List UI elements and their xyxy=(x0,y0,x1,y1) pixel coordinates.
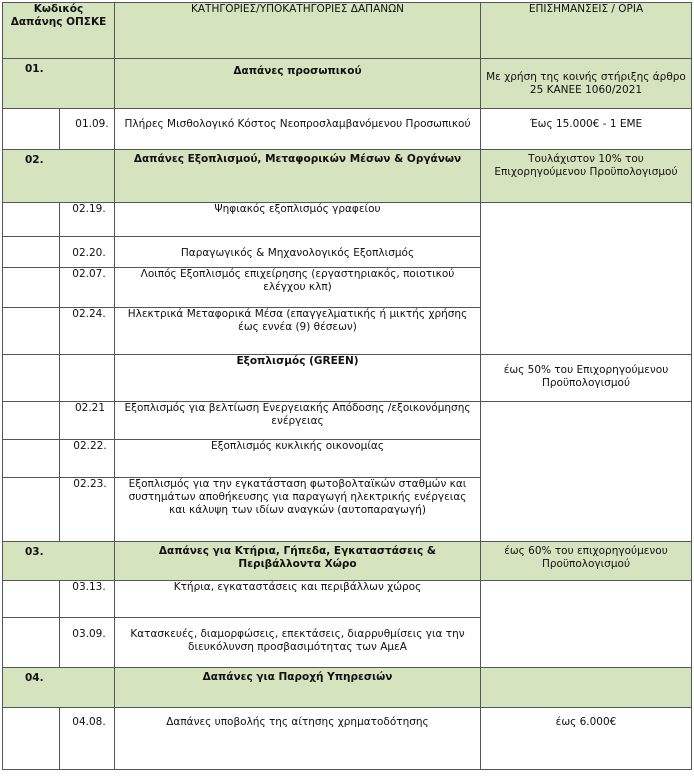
header-code: Κωδικός Δαπάνης ΟΠΣΚΕ xyxy=(3,3,115,59)
subcategory-description: Παραγωγικός & Μηχανολογικός Εξοπλισμός xyxy=(115,237,481,268)
category-note xyxy=(481,668,692,708)
category-row-04 xyxy=(3,668,692,708)
subcategory-code: 02.24. xyxy=(60,308,115,355)
category-note: Τουλάχιστον 10% του Επιχορηγούμενου Προϋπολογισμού xyxy=(481,150,692,203)
subcategory-description: Εξοπλισμός για βελτίωση Ενεργειακής Απόδοσης /εξοικονόμησης ενέργειας xyxy=(115,402,481,440)
green-equipment-title: Εξοπλισμός (GREEN) xyxy=(115,355,481,402)
subcategory-code: 01.09. xyxy=(60,109,115,150)
category-note: έως 60% του επιχορηγούμενου Προϋπολογισμού xyxy=(481,542,692,581)
category-title: Δαπάνες για Κτήρια, Γήπεδα, Εγκαταστάσεις & Περιβάλλοντα Χώρο xyxy=(115,542,481,581)
subcategory-description: Πλήρες Μισθολογικό Κόστος Νεοπροσλαμβανόμενου Προσωπικού xyxy=(115,109,481,150)
category-code: 04. xyxy=(3,668,115,708)
category-code: 03. xyxy=(3,542,115,581)
subcategory-note-empty xyxy=(481,402,692,542)
category-row-02 xyxy=(3,150,692,203)
subcategory-code: 04.08. xyxy=(60,708,115,770)
category-code: 01. xyxy=(3,59,115,109)
subcategory-note: Έως 15.000€ - 1 ΕΜΕ xyxy=(481,109,692,150)
green-equipment-note: έως 50% του Επιχορηγούμενου Προϋπολογισμού xyxy=(481,355,692,402)
subcategory-code: 02.07. xyxy=(60,268,115,308)
subcategory-row xyxy=(3,203,692,237)
header-categories: ΚΑΤΗΓΟΡΙΕΣ/ΥΠΟΚΑΤΗΓΟΡΙΕΣ ΔΑΠΑΝΩΝ xyxy=(115,3,481,59)
subcategory-code: 03.13. xyxy=(60,581,115,618)
category-title: Δαπάνες για Παροχή Υπηρεσιών xyxy=(115,668,481,708)
subcategory-description: Ψηφιακός εξοπλισμός γραφείου xyxy=(115,203,481,237)
category-row-01 xyxy=(3,59,692,109)
category-title: Δαπάνες Εξοπλισμού, Μεταφορικών Μέσων & Οργάνων xyxy=(115,150,481,203)
subcategory-code: 03.09. xyxy=(60,618,115,668)
header-notes: ΕΠΙΣΗΜΑΝΣΕΙΣ / ΟΡΙΑ xyxy=(481,3,692,59)
category-note: Με χρήση της κοινής στήριξης άρθρο 25 ΚΑΝΕΕ 1060/2021 xyxy=(481,59,692,109)
subcategory-row xyxy=(3,708,692,770)
subcategory-description: Κατασκευές, διαμορφώσεις, επεκτάσεις, διαρρυθμίσεις για την διευκόλυνση προσβασιμότητας των ΑμεΑ xyxy=(115,618,481,668)
subcategory-description: Εξοπλισμός κυκλικής οικονομίας xyxy=(115,440,481,478)
table-header-row xyxy=(3,3,692,59)
subcategory-description: Δαπάνες υποβολής της αίτησης χρηματοδότησης xyxy=(115,708,481,770)
subcategory-description: Ηλεκτρικά Μεταφορικά Μέσα (επαγγελματικής ή μικτής χρήσης έως εννέα (9) θέσεων) xyxy=(115,308,481,355)
green-equipment-row xyxy=(3,355,692,402)
category-title: Δαπάνες προσωπικού xyxy=(115,59,481,109)
subcategory-note: έως 6.000€ xyxy=(481,708,692,770)
expense-categories-table xyxy=(2,2,692,770)
subcategory-description: Λοιπός Εξοπλισμός επιχείρησης (εργαστηριακός, ποιοτικού ελέγχου κλπ) xyxy=(115,268,481,308)
subcategory-note-empty xyxy=(481,203,692,355)
subcategory-note-empty xyxy=(481,581,692,668)
subcategory-code: 02.19. xyxy=(60,203,115,237)
subcategory-row xyxy=(3,581,692,618)
subcategory-code: 02.23. xyxy=(60,478,115,542)
subcategory-code: 02.22. xyxy=(60,440,115,478)
subcategory-row xyxy=(3,402,692,440)
subcategory-code: 02.21 xyxy=(60,402,115,440)
subcategory-description: Κτήρια, εγκαταστάσεις και περιβάλλων χώρος xyxy=(115,581,481,618)
subcategory-code: 02.20. xyxy=(60,237,115,268)
subcategory-row xyxy=(3,109,692,150)
subcategory-description: Εξοπλισμός για την εγκατάσταση φωτοβολταϊκών σταθμών και συστημάτων αποθήκευσης για παραγωγή ηλεκτρικής ενέργειας και κάλυψη των ιδίων αναγκών (αυτοπαραγωγή) xyxy=(115,478,481,542)
category-row-03 xyxy=(3,542,692,581)
category-code: 02. xyxy=(3,150,115,203)
